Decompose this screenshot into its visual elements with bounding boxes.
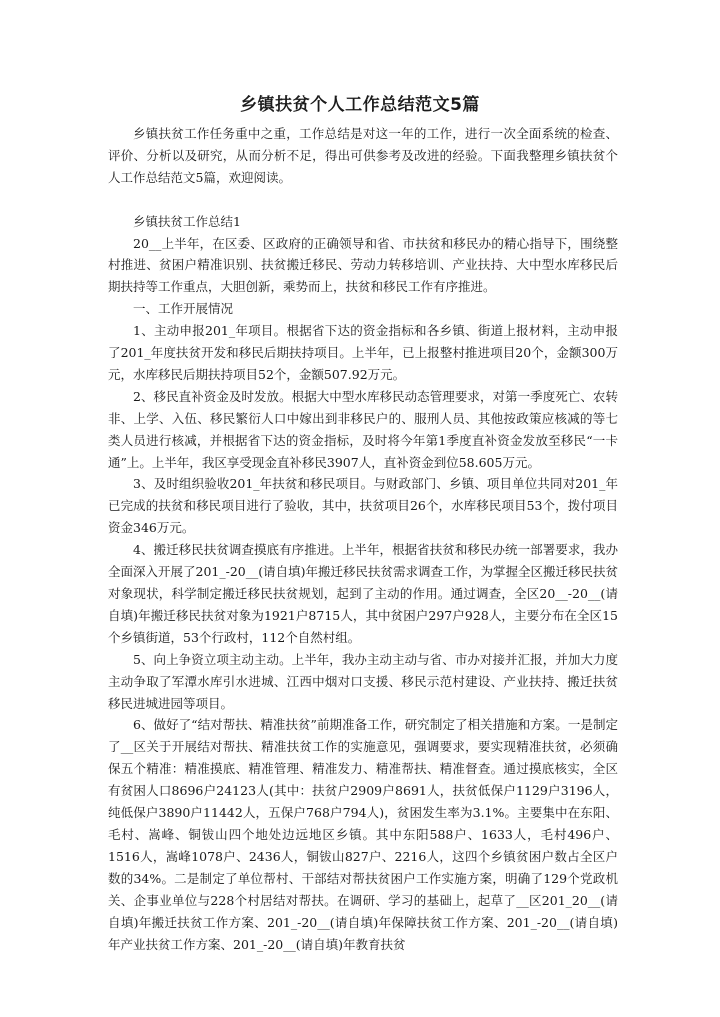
document-body bbox=[108, 123, 618, 955]
body-paragraph: 1、主动申报201_年项目。根据省下达的资金指标和各乡镇、街道上报材料，主动申报了201_年度扶贫开发和移民后期扶持项目。上半年，已上报整村推进项目20个，金额300万元，水库移民后期扶持项目52个，金额507.92万元。 bbox=[108, 323, 618, 382]
section-heading: 乡镇扶贫工作总结1 bbox=[133, 213, 241, 229]
intro-paragraph: 乡镇扶贫工作任务重中之重，工作总结是对这一年的工作，进行一次全面系统的检查、评价、分析以及研究，从而分析不足，得出可供参考及改进的经验。下面我整理乡镇扶贫个人工作总结范文5篇，欢迎阅读。 bbox=[108, 126, 618, 185]
document-title: 乡镇扶贫个人工作总结范文5篇 bbox=[240, 95, 480, 115]
body-paragraph: 3、及时组织验收201_年扶贫和移民项目。与财政部门、乡镇、项目单位共同对201_年已完成的扶贫和移民项目进行了验收，其中，扶贫项目26个，水库移民项目53个，拨付项目资金346万元。 bbox=[108, 476, 618, 536]
body-paragraph: 5、向上争资立项主动主动。上半年，我办主动主动与省、市办对接并汇报，并加大力度主动争取了军潭水库引水进城、江西中烟对口支援、移民示范村建设、产业扶持、搬迁扶贫移民进城进园等项目。 bbox=[108, 651, 618, 711]
body-paragraph: 4、搬迁移民扶贫调查摸底有序推进。上半年，根据省扶贫和移民办统一部署要求，我办全面深入开展了201_-20__(请自填)年搬迁移民扶贫需求调查工作，为掌握全区搬迁移民扶贫对象现状，科学制定搬迁移民扶贫规划，起到了主动的作用。通过调查，全区20__-20__(请自填)年搬迁移民扶贫对象为1921户8715人，其中贫困户297户928人，主要分布在全区15个乡镇街道，53个行政村，112个自然村组。 bbox=[108, 542, 618, 645]
body-paragraph: 20__上半年，在区委、区政府的正确领导和省、市扶贫和移民办的精心指导下，围绕整村推进、贫困户精准识别、扶贫搬迁移民、劳动力转移培训、产业扶持、大中型水库移民后期扶持等工作重点，大胆创新，乘势而上，扶贫和移民工作有序推进。 bbox=[108, 235, 618, 295]
body-paragraph: 2、移民直补资金及时发放。根据大中型水库移民动态管理要求，对第一季度死亡、农转非、上学、入伍、移民繁衍人口中嫁出到非移民户的、服刑人员、其他按政策应核减的等七类人员进行核减，并根据省下达的资金指标，及时将今年第1季度直补资金发放至移民“一卡通”上。上半年，我区享受现金直补移民3907人，直补资金到位58.605万元。 bbox=[108, 388, 618, 470]
subsection-heading: 一、工作开展情况 bbox=[133, 301, 234, 317]
body-paragraph: 6、做好了“结对帮扶、精准扶贫”前期准备工作，研究制定了相关措施和方案。一是制定了__区关于开展结对帮扶、精准扶贫工作的实施意见，强调要求，要实现精准扶贫，必须确保五个精准：精准摸底、精准管理、精准发力、精准帮扶、精准督查。通过摸底核实，全区有贫困人口8696户24123人(其中：扶贫户2909户8691人，扶贫低保户1129户3196人，纯低保户3890户11442人，五保户768户794人)，贫困发生率为3.1%。主要集中在东阳、毛村、嵩峰、铜钹山四个地处边远地区乡镇。其中东阳588户、1633人，毛村496户、1516人，嵩峰1078户、2436人，铜钹山827户、2216人，这四个乡镇贫困户数占全区户数的34%。二是制定了单位帮村、干部结对帮扶贫困户工作实施方案，明确了129个党政机关、企事业单位与228个村居结对帮扶。在调研、学习的基础上，起草了__区201_20__(请自填)年搬迁扶贫工作方案、201_-20__(请自填)年保障扶贫工作方案、201_-20__(请自填)年产业扶贫工作方案、201_-20__(请自填)年教育扶贫 bbox=[108, 717, 618, 952]
